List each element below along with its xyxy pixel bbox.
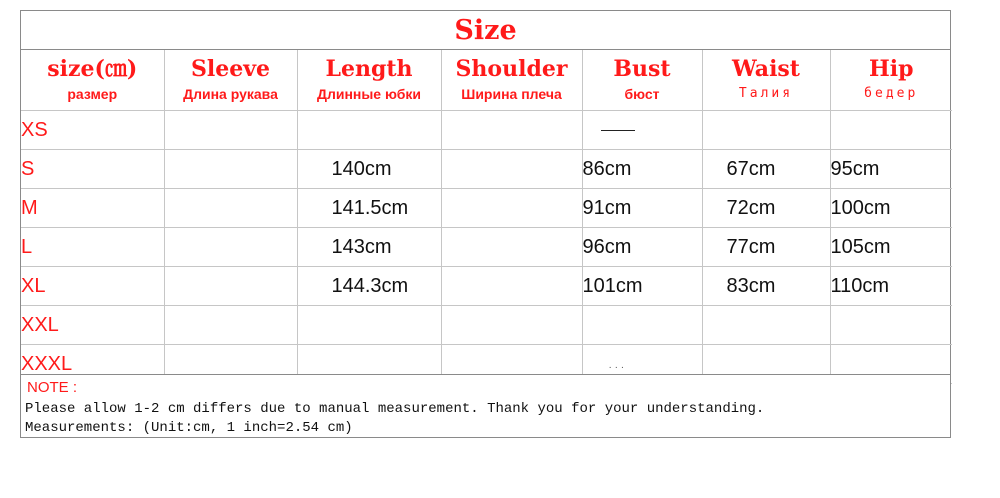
header-size-ru: размер	[67, 86, 118, 102]
header-sleeve-en: Sleeve	[190, 56, 271, 82]
header-size-en: size(㎝)	[47, 56, 138, 82]
table-row	[21, 150, 952, 189]
shoulder-cell	[441, 306, 582, 345]
header-sleeve-ru: Длина рукава	[183, 86, 278, 102]
header-bust-en: Bust	[613, 56, 671, 82]
size-label: XXL	[21, 306, 164, 345]
note-line-units: Measurements: (Unit:cm, 1 inch=2.54 cm)	[25, 420, 353, 436]
size-label: XS	[21, 111, 164, 150]
header-length-en: Length	[325, 56, 413, 82]
page-title: Size	[454, 14, 517, 46]
header-bust-ru: бюст	[624, 86, 660, 102]
size-label: XXXL	[21, 345, 164, 384]
size-chart	[20, 10, 951, 385]
sleeve-cell	[164, 306, 297, 345]
hip-cell: 105cm	[830, 228, 952, 267]
dash-mark	[601, 130, 635, 131]
bust-cell	[582, 306, 702, 345]
shoulder-cell	[441, 267, 582, 306]
note-box	[20, 374, 951, 438]
size-table	[21, 50, 952, 384]
size-label: XL	[21, 267, 164, 306]
header-waist-en: Waist	[732, 56, 800, 82]
waist-cell	[702, 111, 830, 150]
header-waist-ru: Талия	[738, 86, 794, 101]
table-row	[21, 228, 952, 267]
waist-cell	[702, 306, 830, 345]
bust-cell: 86cm	[582, 150, 702, 189]
length-cell	[297, 111, 441, 150]
table-row	[21, 189, 952, 228]
sleeve-cell	[164, 111, 297, 150]
size-label: L	[21, 228, 164, 267]
length-cell: 141.5cm	[297, 189, 441, 228]
header-bust	[582, 50, 702, 111]
hip-cell: 95cm	[830, 150, 952, 189]
shoulder-cell	[441, 150, 582, 189]
hip-cell: 110cm	[830, 267, 952, 306]
length-cell: 143cm	[297, 228, 441, 267]
bust-cell: 91cm	[582, 189, 702, 228]
waist-cell: 83cm	[702, 267, 830, 306]
size-label: S	[21, 150, 164, 189]
header-hip	[830, 50, 952, 111]
bust-cell: 101cm	[582, 267, 702, 306]
sleeve-cell	[164, 267, 297, 306]
shoulder-cell	[441, 189, 582, 228]
header-hip-en: Hip	[868, 56, 914, 82]
header-length	[297, 50, 441, 111]
hip-cell: 100cm	[830, 189, 952, 228]
title-row	[21, 11, 950, 50]
header-length-ru: Длинные юбки	[316, 86, 422, 102]
header-sleeve	[164, 50, 297, 111]
faint-mark: · · ·	[608, 361, 625, 373]
header-shoulder-en: Shoulder	[455, 56, 568, 82]
length-cell: 140cm	[297, 150, 441, 189]
header-waist	[702, 50, 830, 111]
hip-cell	[830, 111, 952, 150]
hip-cell	[830, 306, 952, 345]
waist-cell: 77cm	[702, 228, 830, 267]
size-label: M	[21, 189, 164, 228]
waist-cell: 72cm	[702, 189, 830, 228]
note-title: NOTE :	[27, 379, 78, 396]
header-hip-ru: бедер	[864, 86, 919, 101]
bust-cell: 96cm	[582, 228, 702, 267]
table-row	[21, 267, 952, 306]
length-cell	[297, 306, 441, 345]
header-row	[21, 50, 952, 111]
table-row	[21, 111, 952, 150]
header-shoulder	[441, 50, 582, 111]
header-shoulder-ru: Ширина плеча	[461, 86, 562, 102]
shoulder-cell	[441, 111, 582, 150]
bust-cell	[582, 111, 702, 150]
table-row	[21, 306, 952, 345]
sleeve-cell	[164, 228, 297, 267]
waist-cell: 67cm	[702, 150, 830, 189]
sleeve-cell	[164, 150, 297, 189]
header-size	[21, 50, 164, 111]
length-cell: 144.3cm	[297, 267, 441, 306]
note-line-allowance: Please allow 1-2 cm differs due to manual measurement. Thank you for your understanding.	[25, 401, 765, 417]
sleeve-cell	[164, 189, 297, 228]
shoulder-cell	[441, 228, 582, 267]
